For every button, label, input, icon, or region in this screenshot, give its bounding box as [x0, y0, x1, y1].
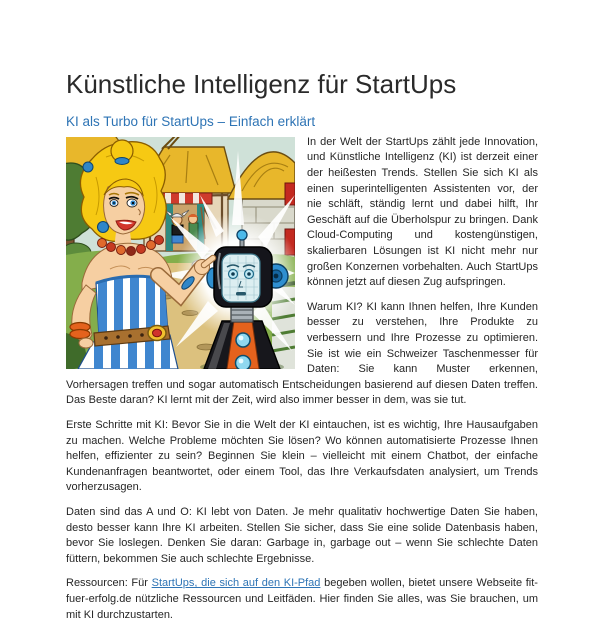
page-subtitle: KI als Turbo für StartUps – Einfach erklärt [66, 113, 316, 129]
paragraph-intro: In der Welt der StartUps zählt jede Innovation, und Künstliche Intelligenz (KI) ist derzeit einer der heißesten Trends. Stellen Sie sich KI als einen superintelligenten Assistenten vor, der nie schläft, ständig lernt und dabei hilft, Ihr Geschäft auf die Überholspur zu bringen. Dank Cloud-Computing und kostengünstigen, skalierbaren Lösungen ist KI nicht mehr nur großen Konzernen vorbehalten. Auch StartUps können jetzt auf diesen Zug aufspringen. [307, 135, 538, 289]
paragraph-warum-ki: Warum KI? KI kann Ihnen helfen, Ihre Kunden besser zu verstehen, Ihre Produkte zu verbessern und Ihre Prozesse zu optimieren. Sie ist wie ein Schweizer Taschenmesser für Daten: Sie kann Muster erkennen, Vorhersagen treffen und sogar automatisch Entscheidungen basierend auf diesen Daten treffen. Das Beste daran? KI lernt mit der Zeit, wird also immer besser in dem, was sie tut. [66, 300, 538, 407]
ressourcen-text-suffix: begeben wollen, bietet unsere Webseite fit-fuer-erfolg.de nützliche Ressourcen und Leitfäden. Hier finden Sie alles, was Sie brauchen, um mit KI durchzustarten. [66, 577, 538, 621]
ki-pfad-link[interactable]: StartUps, die sich auf den KI-Pfad [151, 577, 321, 590]
comic-village-robot-scene [66, 137, 295, 369]
page-title: Künstliche Intelligenz für StartUps [66, 69, 457, 99]
article-illustration [66, 137, 295, 369]
ressourcen-text-prefix: Ressourcen: Für [66, 577, 152, 590]
paragraph-daten: Daten sind das A und O: KI lebt von Daten. Je mehr qualitativ hochwertige Daten Sie haben, desto besser kann Ihre KI arbeiten. Stellen Sie sicher, dass Sie eine solide Datenbasis haben, bevor Sie loslegen. Denken Sie daran: Garbage in, garbage out – wenn Sie schlechte Daten füttern, bekommen Sie auch schlechte Ergebnisse. [66, 505, 538, 565]
article-body [66, 135, 538, 623]
paragraph-erste-schritte: Erste Schritte mit KI: Bevor Sie in die Welt der KI eintauchen, ist es wichtig, Ihre Hausaufgaben zu machen. Welche Probleme möchten Sie lösen? Wo können automatisierte Prozesse Ihnen helfen, effizienter zu sein? Beginnen Sie klein – vielleicht mit einem Chatbot, der einfache Kundenanfragen beantwortet, oder einem Tool, das Ihre Verkaufsdaten analysiert, um Trends vorherzusagen. [66, 418, 538, 494]
